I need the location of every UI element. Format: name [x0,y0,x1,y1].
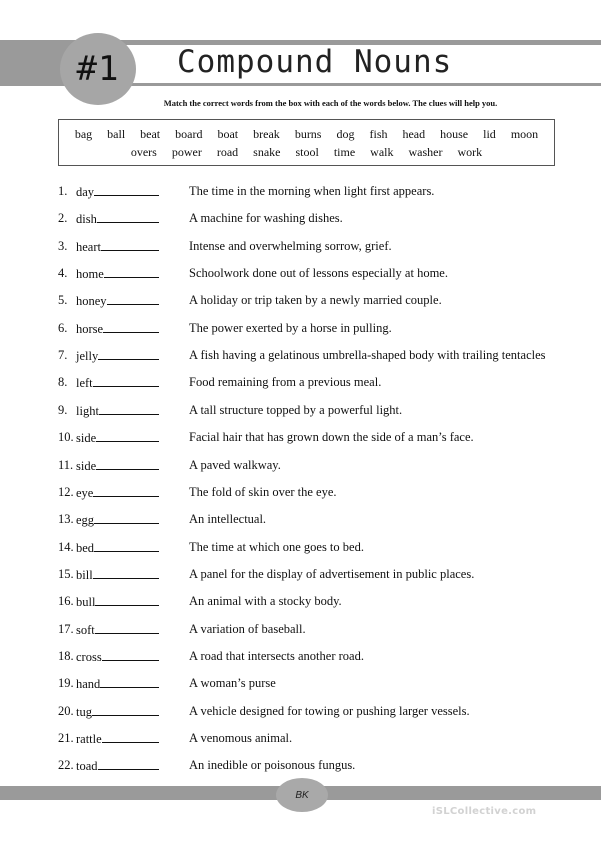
item-number: 11. [58,457,74,472]
exercise-item [58,676,588,694]
answer-blank[interactable] [104,266,159,278]
item-word [76,540,159,556]
exercise-item [58,184,588,202]
answer-blank[interactable] [101,239,159,251]
item-word [76,293,159,309]
item-word-text: bill [76,567,93,582]
item-word-text: cross [76,649,102,664]
item-word-text: bull [76,595,96,610]
item-clue: A road that intersects another road. [189,648,364,663]
word-bank-word: board [175,127,203,141]
item-number: 12. [58,484,74,499]
author-initials: BK [295,789,309,801]
exercise-item [58,649,588,667]
item-clue: A fish having a gelatinous umbrella-shaped body with trailing tentacles [189,348,546,363]
word-bank-word: fish [369,127,388,141]
word-bank-word: beat [140,127,161,141]
item-word [76,594,159,610]
item-clue: A machine for washing dishes. [189,211,343,226]
answer-blank[interactable] [94,184,159,196]
item-number: 7. [58,348,68,363]
item-number: 1. [58,184,68,198]
word-bank-word: road [216,145,239,159]
item-word-text: rattle [76,732,102,746]
item-clue: The time in the morning when light first appears. [189,184,435,198]
exercise-item [58,758,588,776]
answer-blank[interactable] [96,430,159,442]
watermark: iSLCollective.com [432,806,537,817]
item-number: 8. [58,375,68,390]
item-word-text: dish [76,212,97,227]
exercise-item [58,239,588,257]
item-number: 5. [58,293,68,308]
answer-blank[interactable] [98,348,159,360]
word-bank-word: work [457,145,483,159]
word-bank-word: burns [294,127,322,141]
item-word-text: day [76,185,95,199]
page-title: Compound Nouns [177,44,453,80]
item-number: 22. [58,758,74,773]
item-word [76,758,159,774]
answer-blank[interactable] [93,567,159,579]
item-word [76,239,159,255]
word-bank-row-1 [59,127,554,142]
answer-blank[interactable] [98,758,159,770]
item-word-text: jelly [76,349,99,364]
worksheet-number: #1 [76,49,120,89]
answer-blank[interactable] [97,211,159,223]
item-clue: A holiday or trip taken by a newly married couple. [189,293,442,308]
answer-blank[interactable] [93,375,159,387]
item-number: 15. [58,566,74,581]
item-number: 4. [58,266,68,281]
item-clue: An intellectual. [189,512,267,527]
answer-blank[interactable] [93,485,159,497]
item-word [76,266,159,282]
item-clue: Facial hair that has grown down the side of a man’s face. [189,430,474,445]
item-word [76,430,159,446]
item-word-text: home [76,267,104,282]
exercise-item [58,211,588,229]
item-number: 20. [58,703,74,718]
answer-blank[interactable] [103,321,159,333]
answer-blank[interactable] [95,594,159,606]
item-word [76,704,159,720]
item-word-text: bed [76,540,95,555]
word-bank-word: boat [217,127,239,141]
item-clue: Schoolwork done out of lessons especially at home. [189,266,448,281]
answer-blank[interactable] [102,649,159,661]
word-bank-word: moon [510,127,539,141]
word-bank-word: break [253,127,280,141]
item-word-text: light [76,403,99,418]
word-bank-word: snake [253,145,281,159]
item-clue: A woman’s purse [189,676,276,691]
item-word [76,321,159,337]
item-clue: Intense and overwhelming sorrow, grief. [189,238,392,253]
item-word-text: side [76,431,97,446]
item-word-text: heart [76,239,101,254]
word-bank-word: time [333,145,356,159]
word-bank-word: lid [483,127,496,141]
exercise-item [58,375,588,393]
item-word [76,622,159,638]
item-clue: An inedible or poisonous fungus. [189,758,356,773]
word-bank-word: power [171,145,202,159]
item-word-text: horse [76,321,104,336]
item-number: 14. [58,539,74,554]
item-number: 18. [58,648,74,663]
word-bank-word: bag [74,127,93,141]
item-number: 21. [58,731,74,745]
item-clue: Food remaining from a previous meal. [189,375,382,390]
item-word-text: tug [76,704,92,719]
answer-blank[interactable] [94,540,159,552]
item-word [76,676,159,692]
item-clue: A panel for the display of advertisement in public places. [189,566,475,581]
item-number: 2. [58,211,68,226]
word-bank-word: washer [408,145,443,159]
item-word [76,731,159,747]
item-word-text: left [76,376,93,391]
exercise-item [58,485,588,503]
item-clue: A paved walkway. [189,457,281,472]
item-word [76,485,159,501]
word-bank-word: stool [295,145,319,159]
word-bank-word: head [402,127,426,141]
exercise-item [58,512,588,530]
item-number: 3. [58,238,68,253]
item-word [76,375,159,391]
word-bank-word: overs [130,145,157,159]
answer-blank[interactable] [92,704,159,716]
exercise-item [58,321,588,339]
exercise-item [58,731,588,749]
item-number: 9. [58,402,68,417]
item-word-text: honey [76,294,107,309]
word-bank-word: dog [336,127,355,141]
exercise-item [58,458,588,476]
item-number: 10. [58,430,74,445]
item-word-text: eye [76,485,94,500]
word-bank-row-2 [59,145,554,160]
item-number: 16. [58,594,74,609]
item-clue: A vehicle designed for towing or pushing larger vessels. [189,703,470,718]
answer-blank[interactable] [99,403,159,415]
instruction-text: Match the correct words from the box with each of the words below. The clues will help you. [163,98,498,108]
answer-blank[interactable] [102,731,159,743]
item-word-text: toad [76,759,98,774]
item-word [76,403,159,419]
exercise-item [58,293,588,311]
word-bank-box [58,119,555,166]
item-word-text: hand [76,677,101,692]
answer-blank[interactable] [100,676,159,688]
answer-blank[interactable] [94,512,159,524]
item-clue: The fold of skin over the eye. [189,484,337,499]
answer-blank[interactable] [107,293,159,305]
exercise-item [58,430,588,448]
item-number: 13. [58,512,74,527]
answer-blank[interactable] [96,458,159,470]
answer-blank[interactable] [95,622,159,634]
word-bank-word: ball [107,127,126,141]
footer-badge [276,778,328,812]
item-word [76,184,159,200]
item-word [76,512,159,528]
item-word [76,348,159,364]
item-number: 17. [58,621,74,636]
exercise-item [58,622,588,640]
exercise-item [58,704,588,722]
item-number: 6. [58,320,68,335]
item-number: 19. [58,676,74,691]
item-clue: A venomous animal. [189,731,293,745]
worksheet-number-badge [60,33,136,105]
item-word [76,211,159,227]
item-word-text: egg [76,513,95,528]
exercise-item [58,348,588,366]
exercise-item [58,540,588,558]
item-word [76,649,159,665]
item-word-text: soft [76,622,95,637]
exercise-item [58,594,588,612]
item-clue: An animal with a stocky body. [189,594,342,609]
exercise-item [58,567,588,585]
word-bank-word: house [440,127,469,141]
word-bank-word: walk [370,145,394,159]
item-clue: A variation of baseball. [189,621,306,636]
exercise-item [58,403,588,421]
item-word-text: side [76,458,97,473]
item-clue: A tall structure topped by a powerful light. [189,402,403,417]
item-clue: The power exerted by a horse in pulling. [189,320,392,335]
exercise-item [58,266,588,284]
item-clue: The time at which one goes to bed. [189,539,364,554]
item-word [76,458,159,474]
item-word [76,567,159,583]
